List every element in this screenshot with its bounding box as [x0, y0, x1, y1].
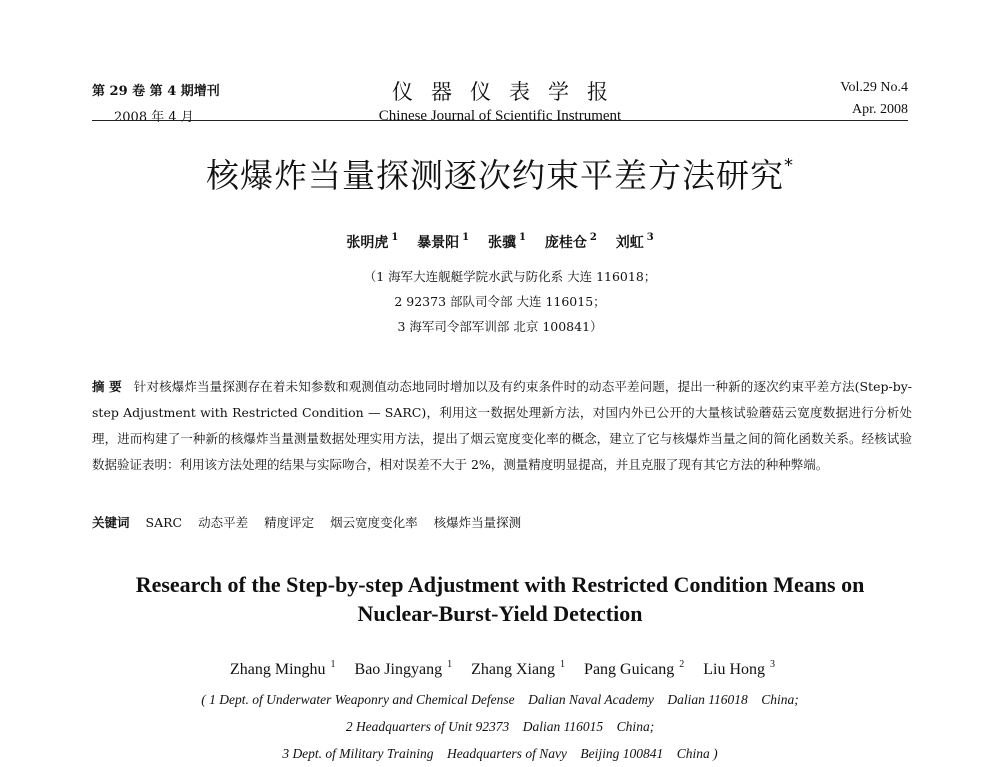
author-cn: 刘虹 $^3$: [615, 232, 654, 251]
journal-name: [290, 76, 710, 125]
abstract-text: 针对核爆炸当量探测存在着未知参数和观测值动态地同时增加以及有约束条件时的动态平差问题，提出一种新的逐次约束平差方法(Step-by-step Adjustment with Restricted Condition — SARC)，利用这一数据处理新方法，对国内外已公开的大量核试验蘑菇云宽度数据进行分析处理，进而构建了一种新的核爆炸当量测量数据处理实用方法，提出了烟云宽度变化率的概念，建立了它与核爆炸当量之间的简化函数关系。经核试验数据验证表明：利用该方法处理的结果与实际吻合，相对误差不大于 2%，测量精度明显提高，并且克服了现有其它方法的种种弊端。: [92, 379, 912, 472]
keyword: 动态平差: [198, 515, 249, 530]
volume-issue: [92, 80, 220, 125]
journal-header: [92, 74, 908, 126]
keyword: SARC: [145, 515, 183, 530]
title-cn-text: 核爆炸当量探测逐次约束平差方法研究: [206, 156, 784, 195]
affiliation-cn: 3 海军司令部军训部 北京 100841）: [397, 319, 603, 334]
author-cn: 张明虎 $^1$: [346, 232, 399, 251]
keywords-cn: [92, 513, 533, 531]
issue-date-en: Apr. 2008: [852, 102, 908, 117]
author-en: Liu Hong $^3$: [703, 659, 776, 678]
title-footnote-mark: *: [784, 155, 794, 176]
keyword: 精度评定: [264, 515, 315, 530]
journal-name-cn: 仪器仪表学报: [392, 80, 626, 104]
keyword: 核爆炸当量探测: [433, 515, 522, 530]
affiliation-en: 3 Dept. of Military Training Headquarters of Navy Beijing 100841 China ): [282, 746, 718, 761]
keywords-label: 关键词: [92, 515, 130, 530]
journal-name-en: Chinese Journal of Scientific Instrument: [378, 108, 622, 124]
author-en: Bao Jingyang $^1$: [354, 659, 453, 678]
paper-title-en: [0, 570, 1000, 628]
affiliation-en: 2 Headquarters of Unit 92373 Dalian 116015 China;: [345, 719, 655, 734]
author-cn: 暴景阳 $^1$: [417, 232, 470, 251]
affiliation-cn: （1 海军大连舰艇学院水武与防化系 大连 116018；: [363, 269, 657, 284]
author-en: Zhang Xiang $^1$: [471, 659, 566, 678]
author-en: Zhang Minghu $^1$: [229, 659, 336, 678]
header-rule: [92, 120, 908, 121]
affiliation-cn: 2 92373 部队司令部 大连 116015；: [394, 294, 606, 309]
keyword: 烟云宽度变化率: [330, 515, 418, 530]
abstract-cn: [92, 374, 912, 478]
volume-number-en: Vol.29 No.4: [840, 80, 908, 95]
volume-issue-line: 第 29 卷 第 4 期增刊: [92, 84, 220, 99]
paper-title-cn: [0, 150, 1000, 197]
abstract-label: 摘 要: [92, 379, 122, 394]
title-en-line: Nuclear-Burst-Yield Detection: [357, 601, 643, 626]
authors-cn: [0, 232, 1000, 252]
volume-info-en: [840, 80, 908, 118]
affiliations-en: [0, 686, 1000, 767]
author-en: Pang Guicang $^2$: [584, 659, 685, 678]
authors-en: [0, 659, 1000, 679]
affiliations-cn: [0, 264, 1000, 339]
author-cn: 张骥 $^1$: [488, 232, 526, 251]
issue-date-cn: 2008 年 4 月: [114, 110, 194, 125]
title-en-line: Research of the Step-by-step Adjustment with Restricted Condition Means on: [135, 572, 865, 597]
affiliation-en: ( 1 Dept. of Underwater Weaponry and Chemical Defense Dalian Naval Academy Dalian 116018 China;: [201, 692, 799, 707]
author-cn: 庞桂仓 $^2$: [544, 232, 597, 251]
